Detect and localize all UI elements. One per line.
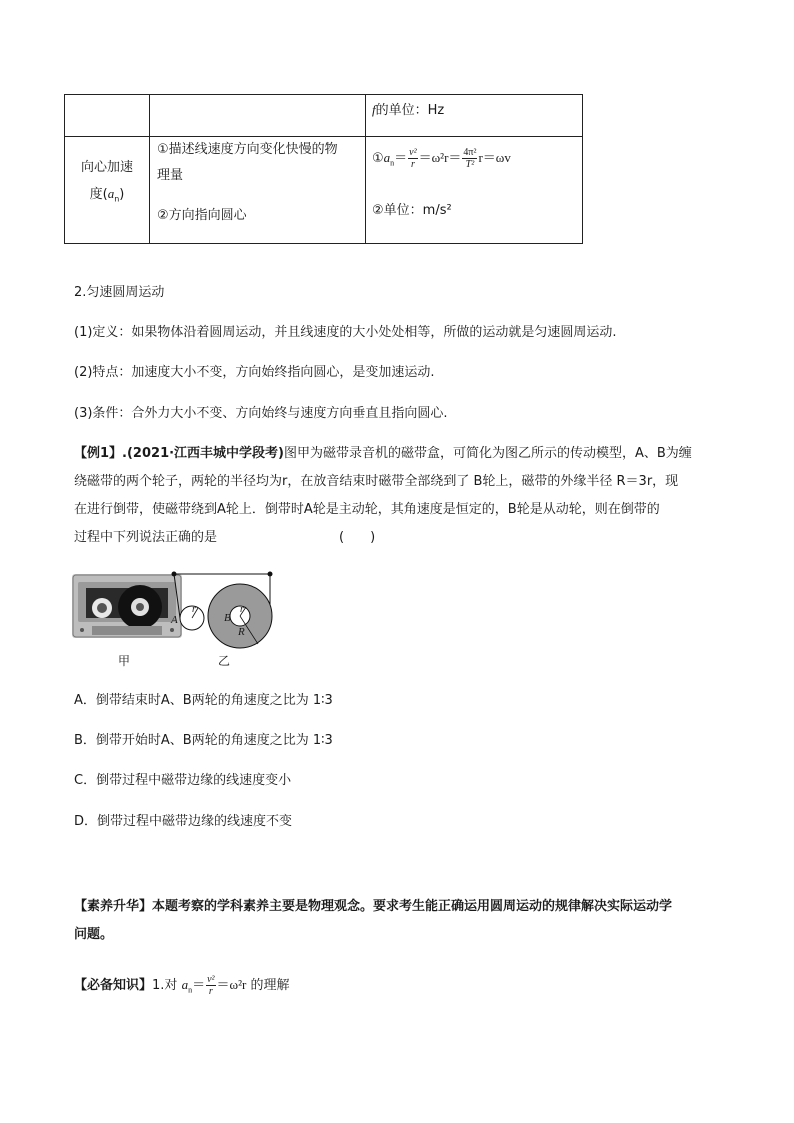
example-source: .(2021·江西丰城中学段考)	[122, 446, 284, 461]
figure-label-yi: 乙	[218, 654, 231, 668]
transmission-model-diagram	[168, 570, 278, 650]
centripetal-acceleration-description: ①描述线速度方向变化快慢的物 理量 ②方向指向圆心	[157, 142, 338, 223]
centripetal-acceleration-label: 向心加速 度$(a_n)$	[80, 160, 133, 204]
answer-bracket: ( )	[339, 530, 376, 545]
literacy-summary: 【素养升华】本题考察的学科素养主要是物理观念。要求考生能正确运用圆周运动的规律解决实际运动学 问题。	[74, 899, 673, 942]
wheel-b-label: B	[224, 612, 231, 624]
wheel-a-label: A	[171, 614, 178, 626]
option-b[interactable]: B．倒带开始时A、B两轮的角速度之比为 1∶3	[74, 733, 333, 748]
condition-paragraph: (3)条件：合外力大小不变、方向始终与速度方向垂直且指向圆心.	[74, 406, 448, 421]
frequency-unit-cell: f的单位：Hz	[372, 102, 445, 118]
essential-knowledge: 【必备知识】1.对 $a_n=$ $\frac{\text{v²}}{r}$ ＝ω²r 的理解	[74, 974, 290, 997]
literacy-label: 【素养升华】	[74, 899, 153, 914]
centripetal-acceleration-formula: $①a_n=$ $\frac{\text{v²}}{r}$ ＝ω²r＝ $\frac{\text{4π²}}{\text{T²}}$ r＝ωv	[372, 147, 511, 170]
essential-knowledge-label: 【必备知识】	[74, 978, 153, 993]
example-label: 【例1】	[74, 446, 123, 461]
formula-table	[64, 94, 583, 244]
tape-outer-radius-label: R	[238, 626, 245, 638]
cassette-drawing	[72, 574, 182, 638]
feature-paragraph: (2)特点：加速度大小不变，方向始终指向圆心，是变加速运动.	[74, 365, 435, 380]
section-heading: 2.匀速圆周运动	[74, 285, 165, 300]
cassette-photo	[72, 574, 182, 638]
table-col-divider-1	[149, 95, 150, 243]
table-col-divider-2	[365, 95, 366, 243]
option-a[interactable]: A．倒带结束时A、B两轮的角速度之比为 1∶3	[74, 693, 333, 708]
definition-paragraph: (1)定义：如果物体沿着圆周运动，并且线速度的大小处处相等，所做的运动就是匀速圆周运动.	[74, 325, 617, 340]
figure-label-jia: 甲	[118, 654, 131, 668]
option-c[interactable]: C．倒带过程中磁带边缘的线速度变小	[74, 773, 292, 788]
wheel-b-radius-label: r	[240, 604, 244, 615]
option-d[interactable]: D．倒带过程中磁带边缘的线速度不变	[74, 814, 293, 829]
centripetal-acceleration-unit: ②单位：m/s²	[372, 203, 452, 218]
wheel-a-radius-label: r	[192, 604, 196, 615]
example-1-question: 【例1】.(2021·江西丰城中学段考)图甲为磁带录音机的磁带盒，可简化为图乙所示的传动模型，A、B为缠 绕磁带的两个轮子，两轮的半径均为r，在放音结束时磁带全部绕到了 B轮上，磁带的外缘半径 R＝3r，现 在进行倒带，使磁带绕到A轮上．倒带时A轮是主动轮，其角速度是恒定的，B轮是从动轮，则在倒带的 过程中下列说法正确的是 ( )	[74, 446, 692, 545]
